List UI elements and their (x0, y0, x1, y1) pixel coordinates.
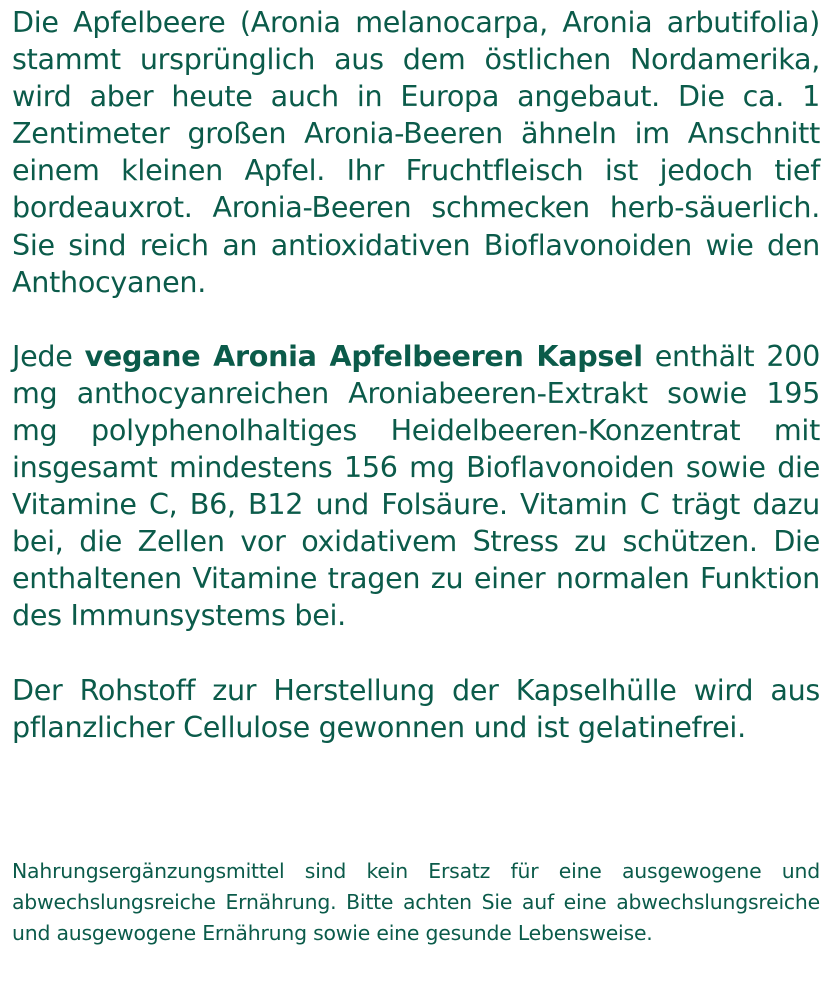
capsule-product-name: vegane Aronia Apfelbeeren Kapsel (84, 338, 643, 373)
capsule-paragraph (12, 338, 820, 635)
capsule-contents: enthält 200 mg anthocyanreichen Aroniabeeren-Extrakt sowie 195 mg polyphenolhaltiges Heidelbeeren-Konzentrat mit insgesamt mindestens 156 mg Bioflavonoiden sowie die Vitamine C, B6, B12 und Folsäure. Vitamin C trägt dazu bei, die Zellen vor oxidativem Stress zu schützen. Die enthaltenen Vitamine tragen zu einer normalen Funktion des Immunsystems bei. (12, 338, 820, 633)
disclaimer-text: Nahrungsergänzungsmittel sind kein Ersatz für eine ausgewogene und abwechslungsreiche Ernährung. Bitte achten Sie auf eine abwechslungsreiche und ausgewogene Ernährung sowie eine gesunde Lebensweise. (12, 859, 820, 945)
capsule-prefix: Jede (12, 338, 73, 373)
intro-paragraph: Die Apfelbeere (Aronia melanocarpa, Aronia arbutifolia) stammt ursprünglich aus dem östlichen Nordamerika, wird aber heute auch in Europa angebaut. Die ca. 1 Zentimeter großen Aronia-Beeren ähneln im Anschnitt einem kleinen Apfel. Ihr Fruchtfleisch ist jedoch tief bordeauxrot. Aronia-Beeren schmecken herb-säuerlich. Sie sind reich an antioxidativen Bioflavonoiden wie den Anthocyanen. (12, 5, 820, 299)
product-description (12, 4, 820, 746)
capsule-shell-paragraph: Der Rohstoff zur Herstellung der Kapselhülle wird aus pflanzlicher Cellulose gewonnen und ist gelatinefrei. (12, 672, 820, 744)
